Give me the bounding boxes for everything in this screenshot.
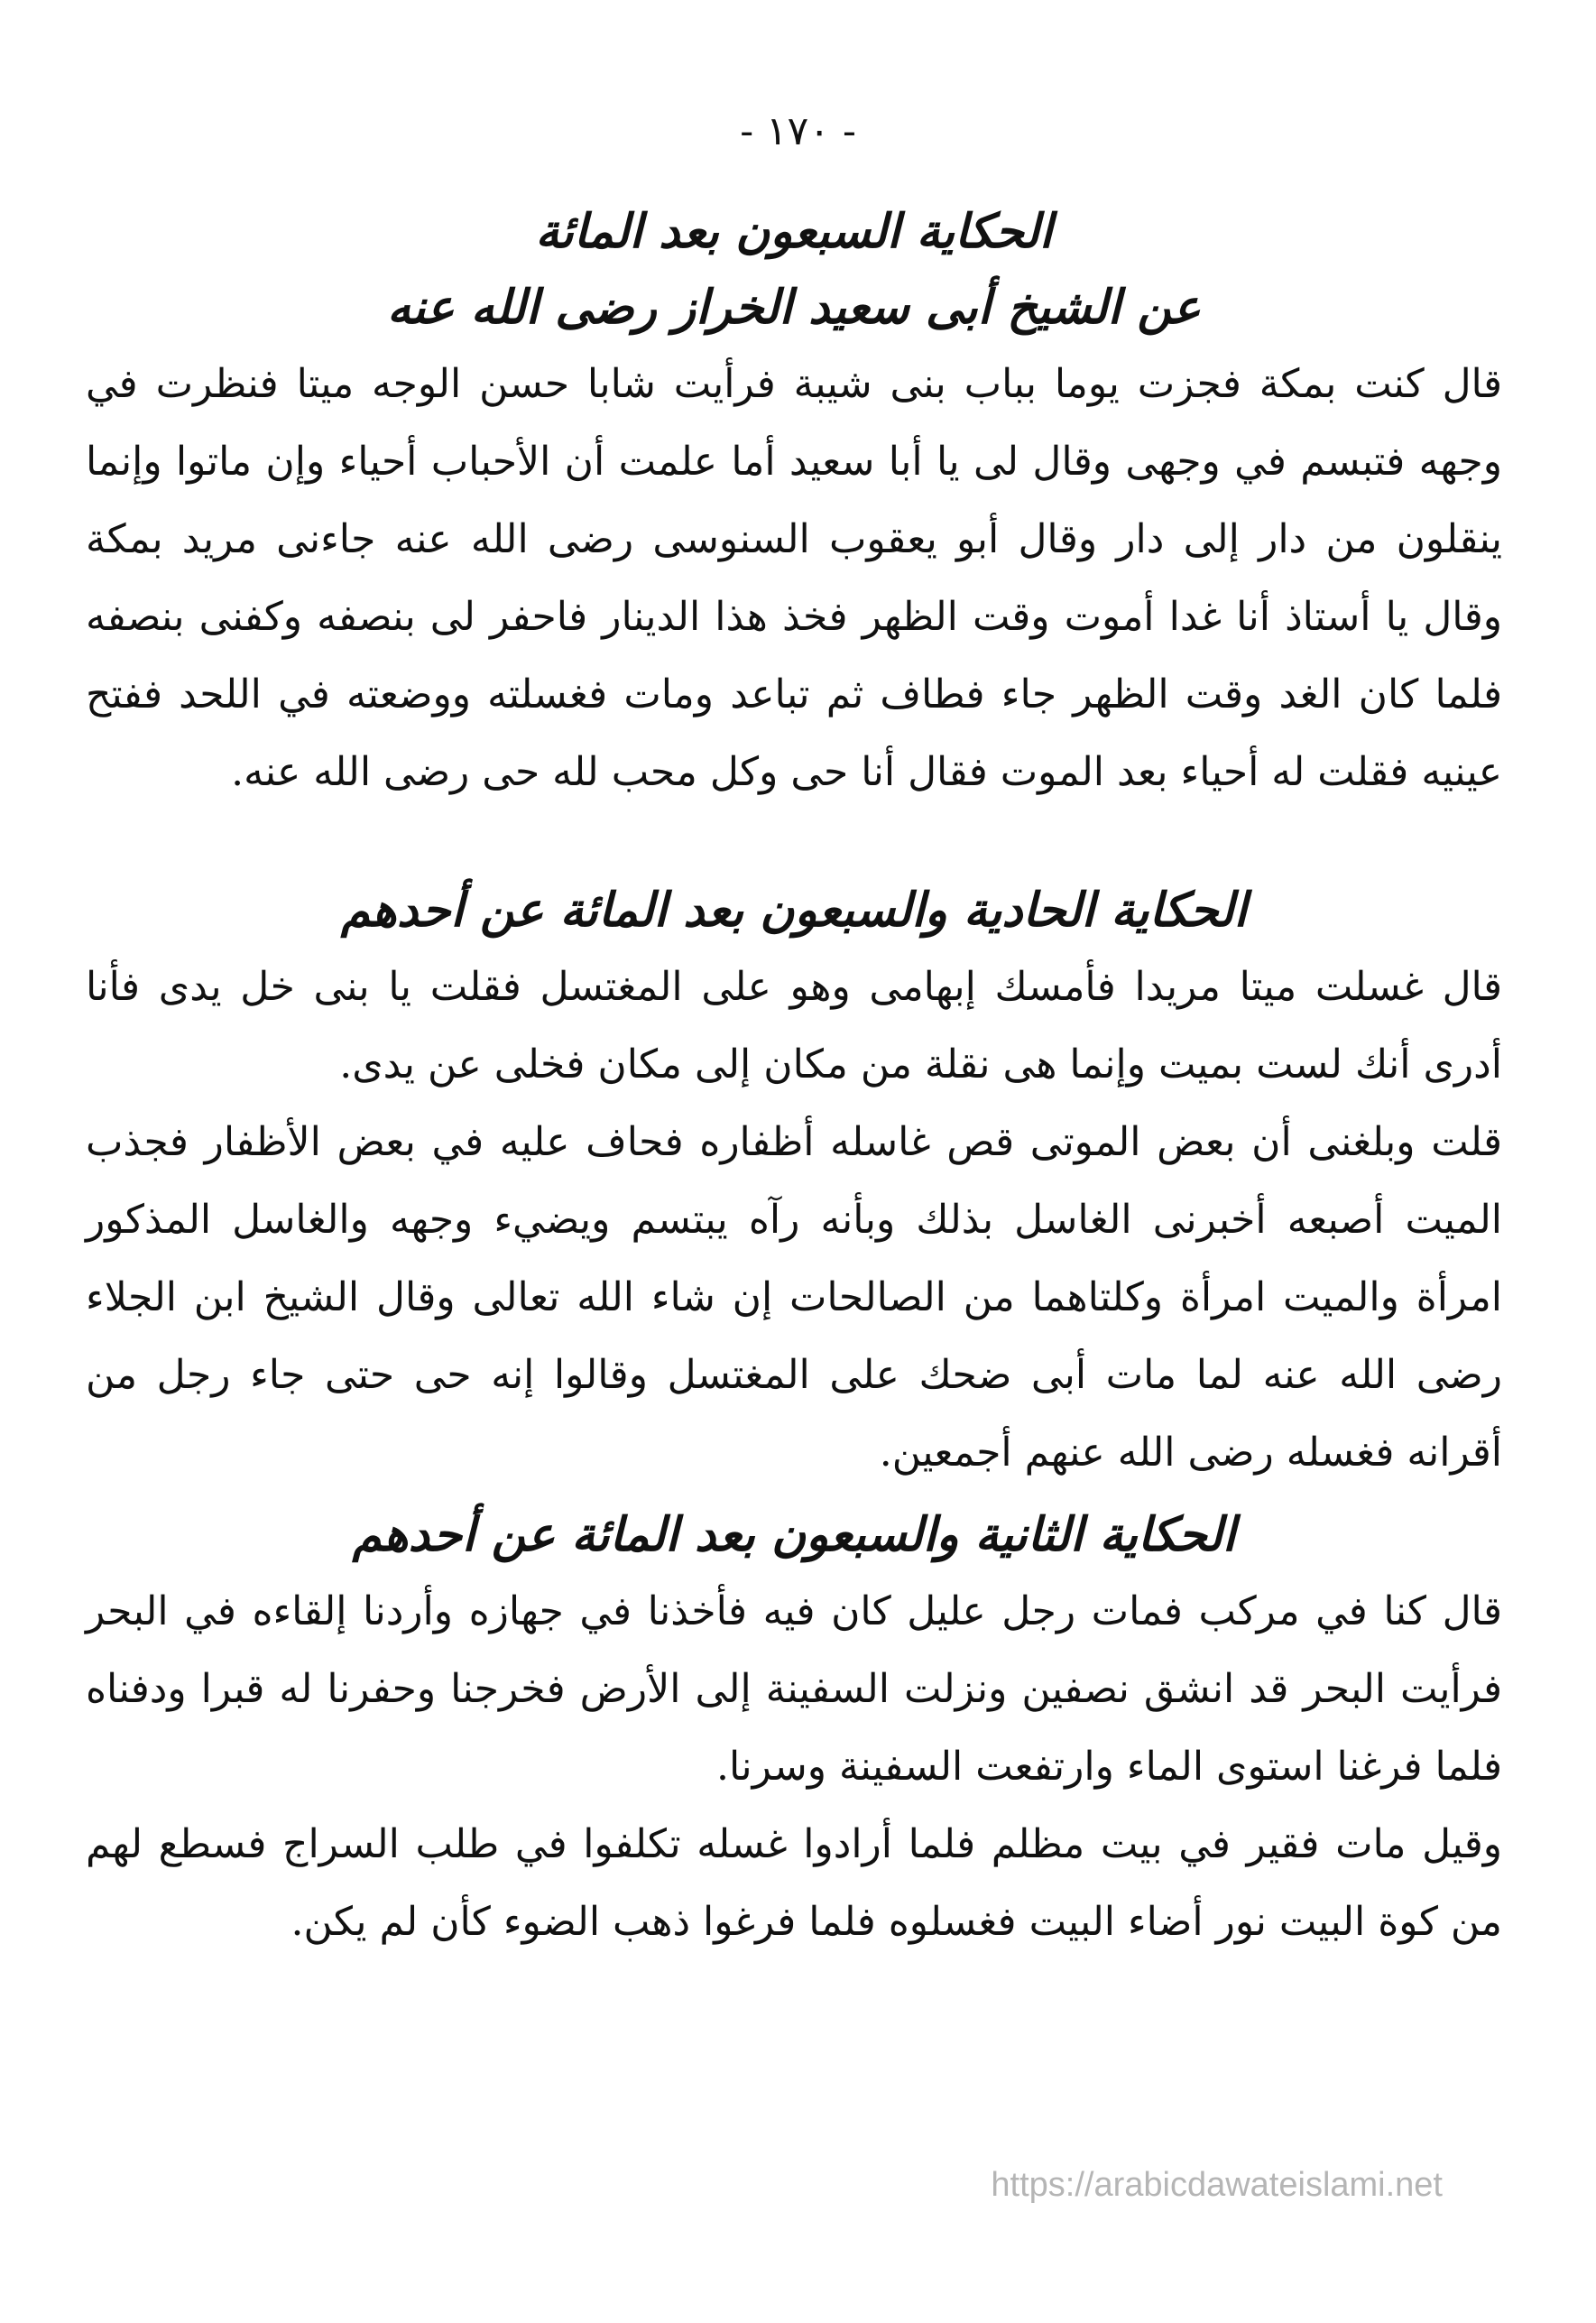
section-subtitle: عن الشيخ أبى سعيد الخراز رضى الله عنه (387, 281, 1201, 335)
paragraph: قال كنت بمكة فجزت يوما بباب بنى شيبة فرأيت شابا حسن الوجه ميتا فنظرت في وجهه فتبسم في وجهى وقال لى يا أبا سعيد أما علمت أن الأحباب أحياء وإن ماتوا وإنما ينقلون من دار إلى دار وقال أبو يعقوب السنوسى رضى الله عنه جاءنى مريد بمكة وقال يا أستاذ أنا غدا أموت وقت الظهر فخذ هذا الدينار فاحفر لى بنصفه وكفنى بنصفه فلما كان الغد وقت الظهر جاء فطاف ثم تباعد ومات فغسلته ووضعته في اللحد ففتح عينيه فقلت له أحياء بعد الموت فقال أنا حى وكل محب لله حى رضى الله عنه. (86, 361, 1502, 795)
page-content (86, 194, 1502, 1961)
paragraph: قال غسلت ميتا مريدا فأمسك إبهامى وهو على المغتسل فقلت يا بنى خل يدى فأنا أدرى أنك لست بميت وإنما هى نقلة من مكان إلى مكان فخلى عن يدى. (86, 964, 1503, 1087)
section-title: الحكاية الثانية والسبعون بعد المائة عن أحدهم (352, 1508, 1236, 1562)
section-story-170 (86, 194, 1502, 811)
paragraph: وقيل مات فقير في بيت مظلم فلما أرادوا غسله تكلفوا في طلب السراج فسطع لهم من كوة البيت نور أضاء البيت فغسلوه فلما فرغوا ذهب الضوء كأن لم يكن. (86, 1821, 1502, 1945)
section-title: الحكاية السبعون بعد المائة (535, 205, 1053, 259)
section-story-172 (86, 1497, 1502, 1961)
paragraph: قلت وبلغنى أن بعض الموتى قص غاسله أظفاره فحاف عليه في بعض الأظفار فجذب الميت أصبعه أخبرنى الغاسل بذلك وبأنه رآه يبتسم ويضيء وجهه والغاسل المذكور امرأة والميت امرأة وكلتاهما من الصالحات إن شاء الله تعالى وقال الشيخ ابن الجلاء رضى الله عنه لما مات أبى ضحك على المغتسل وقالوا إنه حى حتى جاء رجل من أقرانه فغسله رضى الله عنهم أجمعين. (86, 1119, 1502, 1476)
section-title: الحكاية الحادية والسبعون بعد المائة عن أحدهم (340, 884, 1248, 938)
section-story-171 (86, 873, 1502, 1492)
watermark-url: https://arabicdawateislami.net (991, 2166, 1443, 2204)
page-number: - ١٧٠ - (740, 108, 856, 154)
paragraph: قال كنا في مركب فمات رجل عليل كان فيه فأخذنا في جهازه وأردنا إلقاءه في البحر فرأيت البحر قد انشق نصفين ونزلت السفينة إلى الأرض فخرجنا وحفرنا له قبرا ودفناه فلما فرغنا استوى الماء وارتفعت السفينة وسرنا. (86, 1588, 1502, 1790)
